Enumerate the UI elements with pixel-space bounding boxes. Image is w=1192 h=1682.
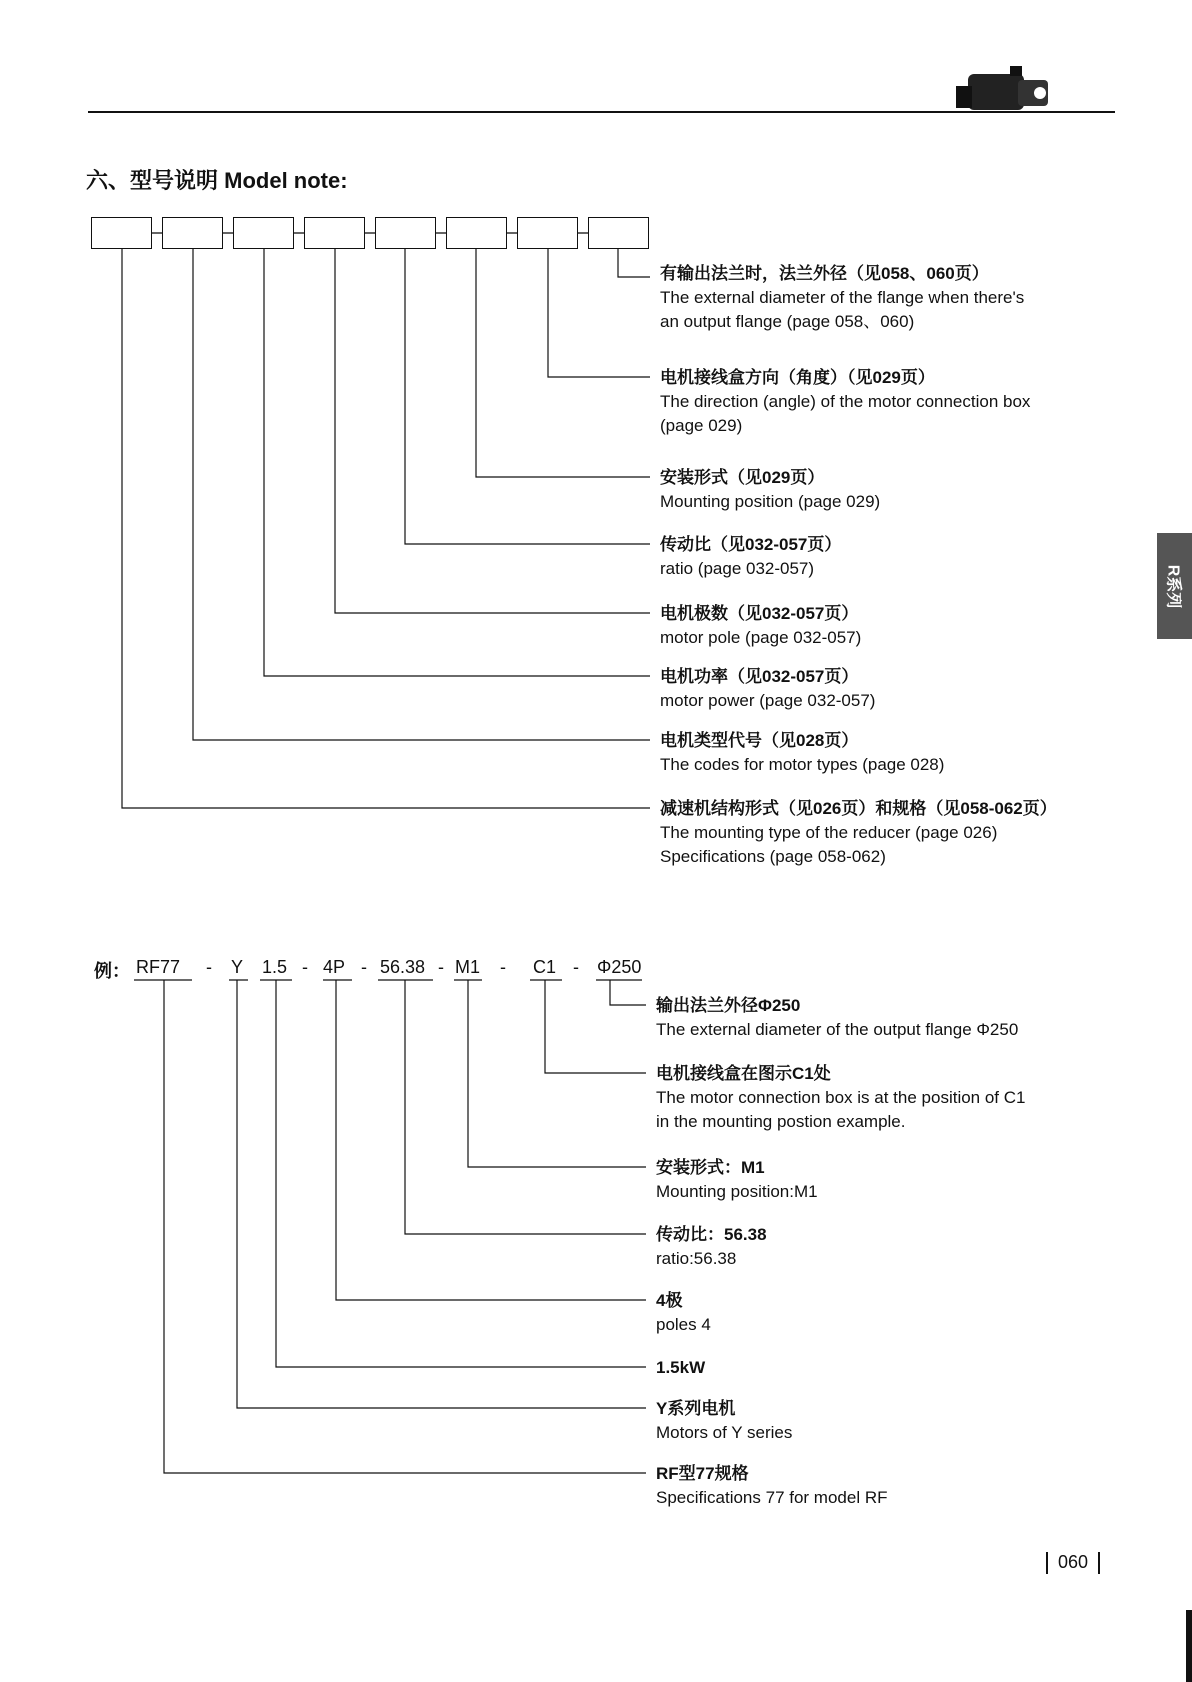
example-dash: - (500, 957, 506, 977)
item-cn: 电机极数（见032-057页） (660, 604, 859, 623)
item-en: The external diameter of the output flange Φ250 (656, 1020, 1019, 1039)
model-note-item (660, 797, 1057, 869)
item-en: Mounting position (page 029) (660, 492, 881, 511)
item-en: Specifications 77 for model RF (656, 1488, 888, 1507)
example-part-y: Y (231, 957, 244, 977)
model-note-item (660, 665, 875, 713)
example-part-flange: Φ250 (597, 957, 642, 977)
code-box-power (233, 217, 294, 249)
item-en: poles 4 (656, 1315, 711, 1334)
example-item (656, 1397, 792, 1445)
page-number-text: 060 (1057, 1552, 1088, 1572)
example-part-connection-box: C1 (533, 957, 557, 977)
item-cn: 4极 (656, 1291, 683, 1310)
item-en: The external diameter of the flange when there's (660, 288, 1025, 307)
item-cn: 电机接线盒在图示C1处 (656, 1064, 831, 1083)
example-prefix: 例： (94, 961, 130, 981)
item-cn: 安装形式：M1 (656, 1158, 765, 1177)
item-en: in the mounting postion example. (656, 1112, 906, 1131)
example-dash: - (206, 957, 212, 977)
example-dash: - (302, 957, 308, 977)
item-cn: 传动比（见032-057页） (660, 535, 842, 554)
item-cn: 电机功率（见032-057页） (660, 667, 859, 686)
code-box-structure (91, 217, 152, 249)
example-item (656, 1356, 705, 1380)
motor-icon (956, 66, 1048, 110)
item-en: an output flange (page 058、060) (660, 312, 915, 331)
side-tab-label: R系列 (1164, 564, 1181, 608)
divider (1046, 1552, 1048, 1574)
model-note-item (660, 602, 861, 650)
example-item (656, 1062, 1025, 1134)
item-cn: 电机类型代号（见028页） (660, 731, 859, 750)
example-part-rf77: RF77 (136, 957, 181, 977)
item-cn: 有输出法兰时，法兰外径（见058、060页） (660, 264, 989, 283)
item-cn: RF型77规格 (656, 1464, 749, 1483)
model-note-item (660, 262, 1024, 334)
example-part-poles: 4P (323, 957, 346, 977)
item-en: The mounting type of the reducer (page 026) (660, 823, 998, 842)
model-note-item (660, 533, 841, 581)
item-cn: 减速机结构形式（见026页）和规格（见058-062页） (660, 799, 1057, 818)
code-box-poles (304, 217, 365, 249)
item-cn: 输出法兰外径Φ250 (656, 996, 801, 1015)
example-dash: - (573, 957, 579, 977)
item-en: The motor connection box is at the position of C1 (656, 1088, 1026, 1107)
item-en: ratio (page 032-057) (660, 559, 815, 578)
item-cn: 安装形式（见029页） (660, 468, 825, 487)
model-note-item (660, 729, 944, 777)
example-dash: - (438, 957, 444, 977)
code-box-ratio (375, 217, 436, 249)
code-box-flange (588, 217, 649, 249)
example-part-ratio: 56.38 (380, 957, 426, 977)
page-number (1036, 1552, 1110, 1574)
item-en: Specifications (page 058-062) (660, 847, 886, 866)
model-note-item (660, 366, 1030, 438)
item-cn: 1.5kW (656, 1358, 706, 1377)
page-edge-mark (1186, 1610, 1192, 1682)
code-box-mounting (446, 217, 507, 249)
item-en: The direction (angle) of the motor connection box (660, 392, 1031, 411)
model-note-item (660, 466, 880, 514)
example-item (656, 1156, 818, 1204)
item-en: ratio:56.38 (656, 1249, 737, 1268)
item-en: motor pole (page 032-057) (660, 628, 862, 647)
example-part-mounting: M1 (455, 957, 481, 977)
item-en: (page 029) (660, 416, 743, 435)
item-cn: Y系列电机 (656, 1399, 736, 1418)
example-item (656, 1223, 767, 1271)
series-side-tab (1157, 533, 1192, 639)
item-en: motor power (page 032-057) (660, 691, 876, 710)
item-cn: 传动比：56.38 (656, 1225, 767, 1244)
example-part-power: 1.5 (262, 957, 288, 977)
code-box-connection-box (517, 217, 578, 249)
item-en: Motors of Y series (656, 1423, 793, 1442)
code-box-motor-type (162, 217, 223, 249)
item-en: The codes for motor types (page 028) (660, 755, 945, 774)
example-item (656, 1462, 888, 1510)
example-dash: - (361, 957, 367, 977)
section-title-en: Model note: (224, 168, 348, 193)
divider (1098, 1552, 1100, 1574)
section-title (86, 164, 348, 195)
example-item (656, 994, 1018, 1042)
section-title-cn: 六、型号说明 (86, 168, 219, 193)
item-en: Mounting position:M1 (656, 1182, 818, 1201)
item-cn: 电机接线盒方向（角度）（见029页） (660, 368, 935, 387)
example-item (656, 1289, 711, 1337)
